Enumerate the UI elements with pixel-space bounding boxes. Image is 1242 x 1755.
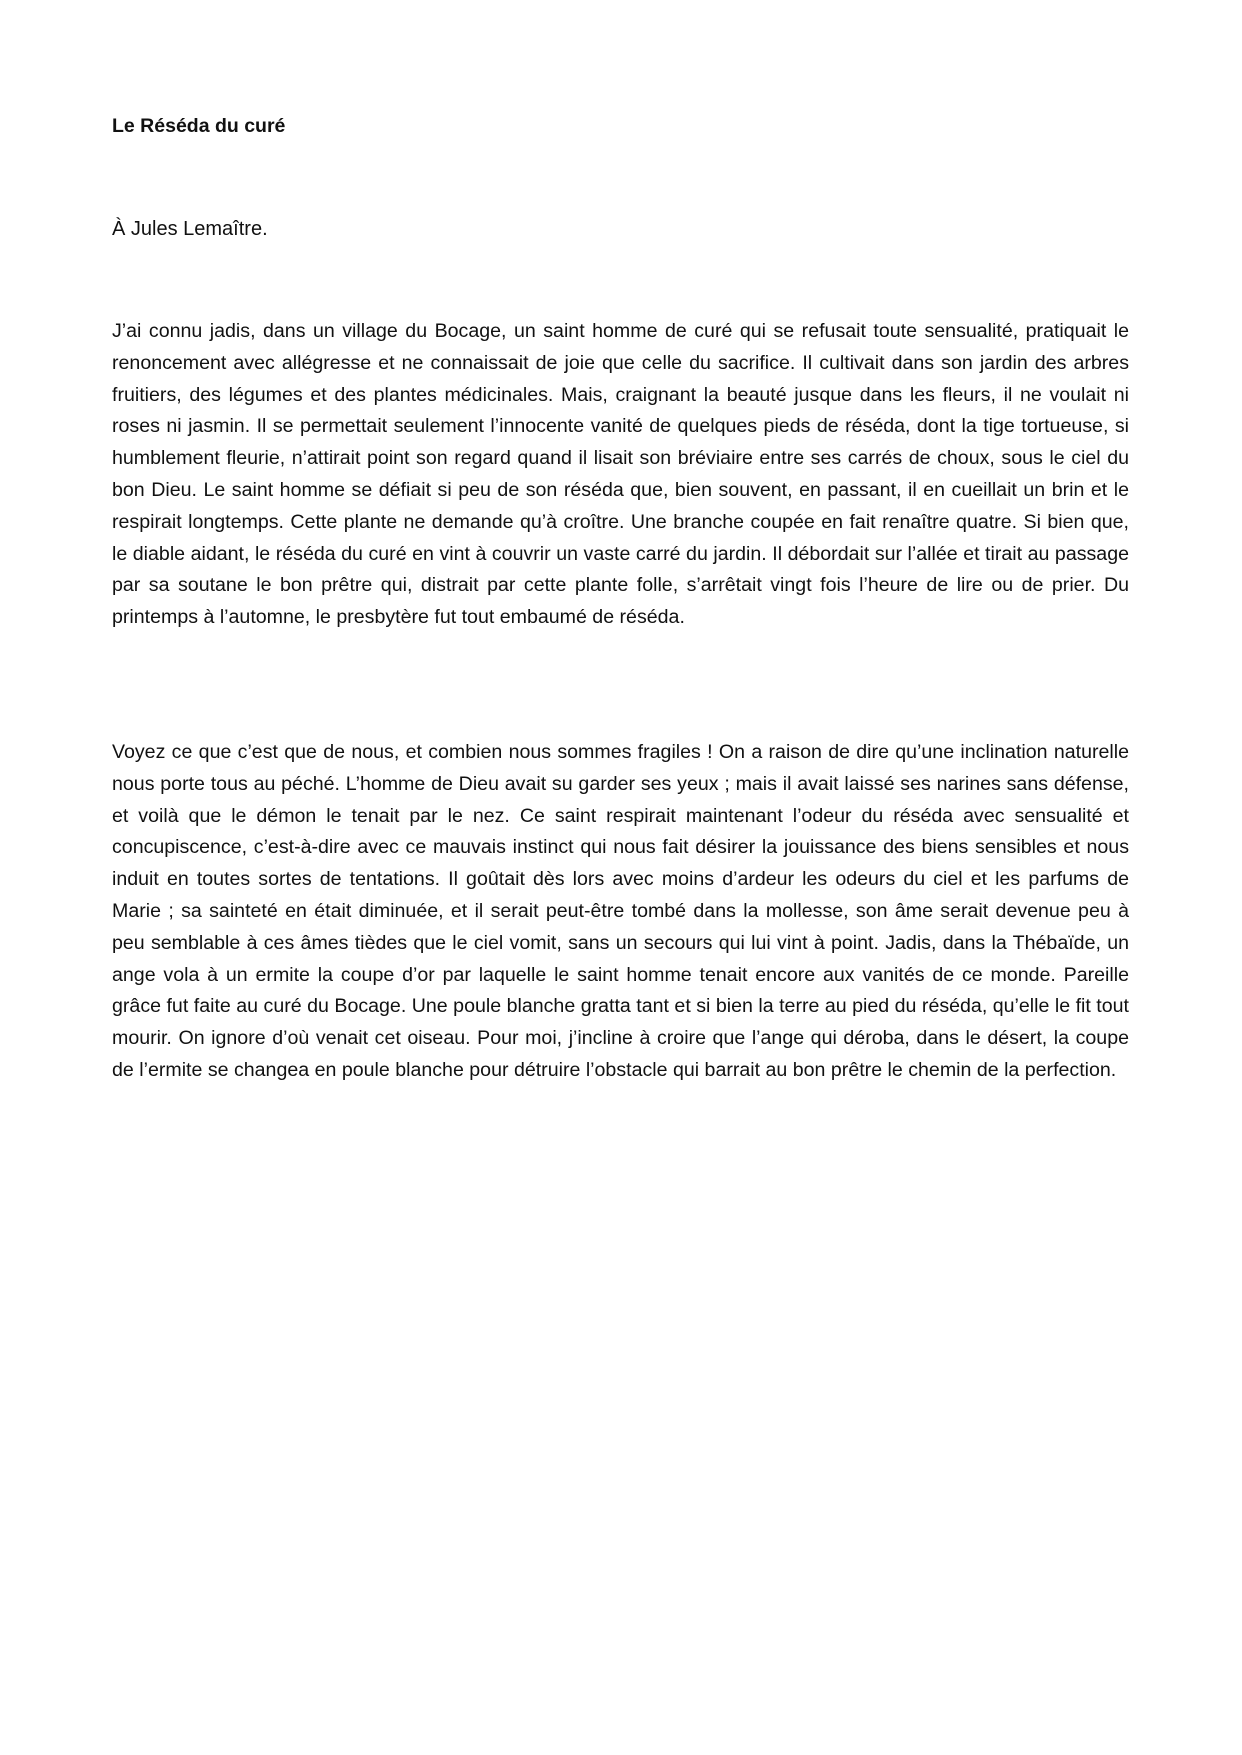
- dedication: À Jules Lemaître.: [112, 218, 268, 240]
- paragraph-1: J’ai connu jadis, dans un village du Bocage, un saint homme de curé qui se refusait toute sensualité, pratiquait le renoncement avec allégresse et ne connaissait de joie que celle du sacrifice. Il cultivait dans son jardin des arbres fruitiers, des légumes et des plantes médicinales. Mais, craignant la beauté jusque dans les fleurs, il ne voulait ni roses ni jasmin. Il se permettait seulement l’innocente vanité de quelques pieds de réséda, dont la tige tortueuse, si humblement fleurie, n’attirait point son regard quand il lisait son bréviaire entre ses carrés de choux, sous le ciel du bon Dieu. Le saint homme se défiait si peu de son réséda que, bien souvent, en passant, il en cueillait un brin et le respirait longtemps. Cette plante ne demande qu’à croître. Une branche coupée en fait renaître quatre. Si bien que, le diable aidant, le réséda du curé en vint à couvrir un vaste carré du jardin. Il débordait sur l’allée et tirait au passage par sa soutane le bon prêtre qui, distrait par cette plante folle, s’arrêtait vingt fois l’heure de lire ou de prier. Du printemps à l’automne, le presbytère fut tout embaumé de réséda.: [112, 320, 1129, 629]
- document-title: Le Réséda du curé: [112, 115, 286, 137]
- paragraph-2: Voyez ce que c’est que de nous, et combien nous sommes fragiles ! On a raison de dire qu’une inclination naturelle nous porte tous au péché. L’homme de Dieu avait su garder ses yeux ; mais il avait laissé ses narines sans défense, et voilà que le démon le tenait par le nez. Ce saint respirait maintenant l’odeur du réséda avec sensualité et concupiscence, c’est-à-dire avec ce mauvais instinct qui nous fait désirer la jouissance des biens sensibles et nous induit en toutes sortes de tentations. Il goûtait dès lors avec moins d’ardeur les odeurs du ciel et les parfums de Marie ; sa sainteté en était diminuée, et il serait peut-être tombé dans la mollesse, son âme serait devenue peu à peu semblable à ces âmes tièdes que le ciel vomit, sans un secours qui lui vint à point. Jadis, dans la Thébaïde, un ange vola à un ermite la coupe d’or par laquelle le saint homme tenait encore aux vanités de ce monde. Pareille grâce fut faite au curé du Bocage. Une poule blanche gratta tant et si bien la terre au pied du réséda, qu’elle le fit tout mourir. On ignore d’où venait cet oiseau. Pour moi, j’incline à croire que l’ange qui déroba, dans le désert, la coupe de l’ermite se changea en poule blanche pour détruire l’obstacle qui barrait au bon prêtre le chemin de la perfection.: [112, 741, 1129, 1081]
